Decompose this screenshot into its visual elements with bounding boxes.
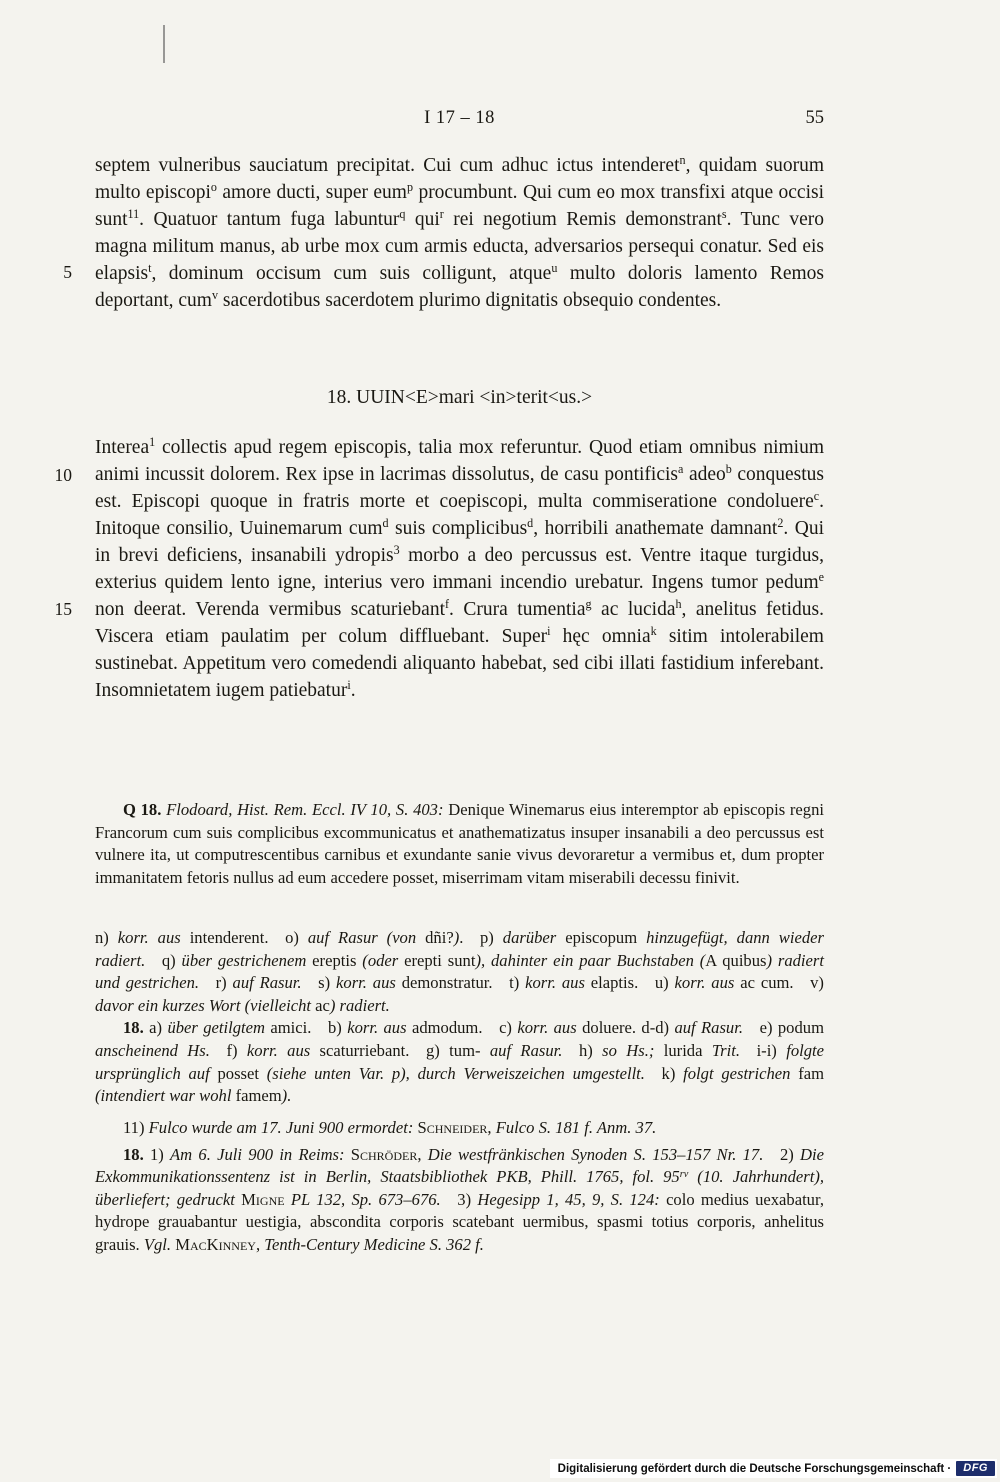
source-quotation: Q 18. Flodoard, Hist. Rem. Eccl. IV 10, S. 403: Denique Winemarus eius interemptor ab episcopis regni Francorum cum suis complicibus excommunicatus et anathematizatus insuper insanabili a deo percussus est vulnere ita, ut computrescentibus carnibus et exundante sanie vivus devoraretur a vermibus et, dum propter immanitatem fetoris nullus ad eum accedere posset, miserrimam vitam miserabili decessu finivit. — [95, 800, 824, 887]
footnote-18: 18. 1) Am 6. Juli 900 in Reims: Schröder, Die westfränkischen Synoden S. 153–157 Nr. 17. 2) Die Exkommunikationssentenz ist in Berlin, Staatsbibliothek PKB, Phill. 1765, fol. $95^{rv}$ (10. Jahrhundert), überliefert; gedruckt Migne PL 132, Sp. 673–676. 3) Hegesipp 1, 45, 9, S. 124: colo medius uexabatur, hydrope grauabantur uestigia, abscondita corporis scatebant uermibus, spasmi totius corporis, anhelitus grauis. Vgl. MacKinney, Tenth-Century Medicine S. 362 f. — [95, 1144, 824, 1254]
chapter-heading: 18. UUIN<E>mari <in>terit<us.> — [326, 387, 593, 408]
margin-line-number-10: 10 — [54, 465, 72, 485]
credit-text: Digitalisierung gefördert durch die Deutsche Forschungsgemeinschaft · — [557, 1462, 952, 1475]
dfg-logo: DFG — [956, 1461, 995, 1476]
scan-artifact-line — [163, 25, 165, 63]
margin-line-number-5: 5 — [63, 262, 72, 282]
digitization-credit — [550, 1459, 997, 1478]
apparatus-paragraph-2: 18. a) über getilgtem amici. b) korr. aus admodum. c) korr. aus doluere. d-d) auf Rasur. e) podum anscheinend Hs. f) korr. aus scaturriebant. g) tum- auf Rasur. h) so Hs.; lurida Trit. i-i) folgte ursprünglich auf posset (siehe unten Var. p), durch Verweiszeichen umgestellt. k) folgt gestrichen fam (intendiert war wohl famem). — [95, 1018, 825, 1106]
header-section-range: I 17 – 18 — [424, 108, 495, 128]
running-header — [95, 108, 824, 129]
body-paragraph-1: septem vulneribus sauciatum precipitat. Cui cum adhuc ictus intenderet$^n$, quidam suorum multo episcopi$^o$ amore ducti, super eum$^p$ procumbunt. Qui cum eo mox transfixi atque occisi sunt$^{11}$. Quatuor tantum fuga labuntur$^q$ qui$^r$ rei negotium Remis demonstrant$^s$. Tunc vero magna militum manus, ab urbe mox cum armis educta, adversarios persequi conatur. Sed eis elapsis$^t$, dominum occisum cum suis colligunt, atque$^u$ multo doloris lamento Remos deportant, cum$^v$ sacerdotibus sacerdotem plurimo dignitatis obsequio condentes. — [95, 153, 824, 311]
footnote-11: 11) Fulco wurde am 17. Juni 900 ermordet: Schneider, Fulco S. 181 f. Anm. 37. — [123, 1118, 657, 1137]
page-number: 55 — [805, 108, 824, 128]
critical-apparatus — [95, 927, 824, 1108]
body-paragraph-2: Interea$^1$ collectis apud regem episcopis, talia mox referuntur. Quod etiam omnibus nimium animi incussit dolorem. Rex ipse in lacrimas dissolutus, de casu pontificis$^a$ adeo$^b$ conquestus est. Episcopi quoque in fratris morte et coepiscopi, multa commiseratione condoluere$^c$. Initoque consilio, Uuinemarum cum$^d$ suis complicibus$^d$, horribili anathemate damnant$^2$. Qui in brevi deficiens, insanabili ydropis$^3$ morbo a deo percussus est. Ventre itaque turgidus, exterius quidem lento igne, interius vero immani incendio urebatur. Ingens tumor pedum$^e$ non deerat. Verenda vermibus scaturiebant$^f$. Crura tumentia$^g$ ac lucida$^h$, anelitus fetidus. Viscera etiam paulatim per colum diffluebant. Super$^i$ hęc omnia$^k$ sitim intolerabilem sustinebat. Appetitum vero comedendi aliquanto habebat, sed cibi illati fastidium inferebant. Insomnietatem iugem patiebatur$^i$. — [95, 435, 825, 701]
margin-line-number-15: 15 — [54, 599, 72, 619]
footnotes — [95, 1117, 824, 1257]
apparatus-paragraph-1: n) korr. aus intenderent. o) auf Rasur (von dñi?). p) darüber episcopum hinzugefügt, dann wieder radiert. q) über gestrichenem ereptis (oder erepti sunt), dahinter ein paar Buchstaben (A quibus) radiert und gestrichen. r) auf Rasur. s) korr. aus demonstratur. t) korr. aus elaptis. u) korr. aus ac cum. v) davor ein kurzes Wort (vielleicht ac) radiert. — [95, 928, 824, 1015]
